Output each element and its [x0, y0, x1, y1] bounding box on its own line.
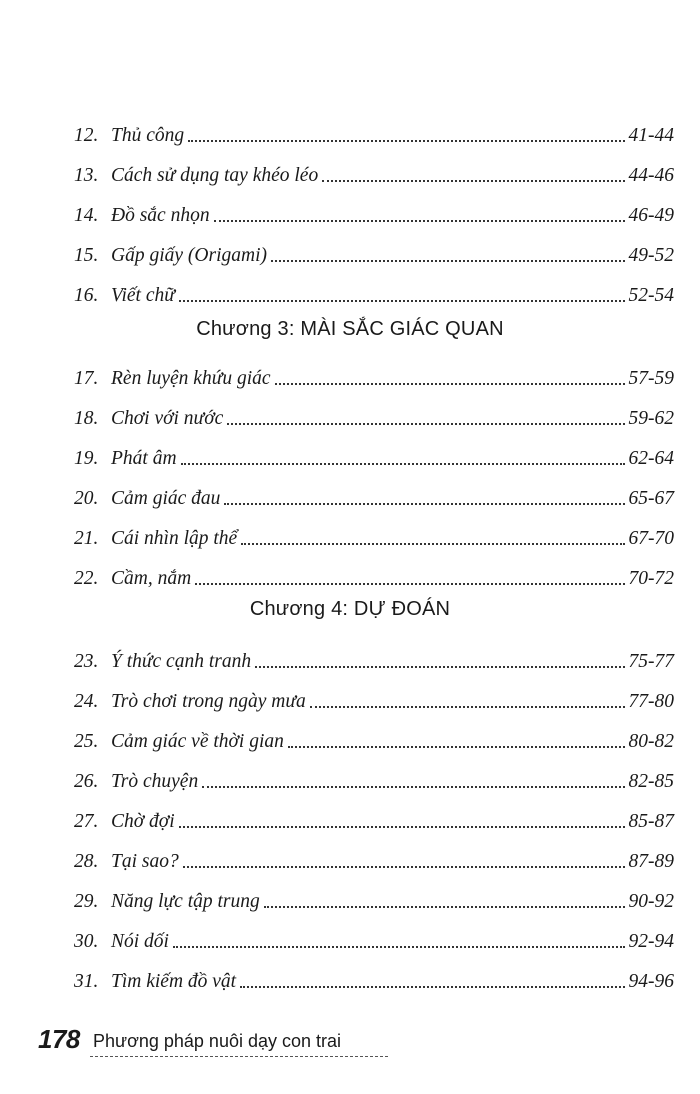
entry-pages: 70-72 — [628, 568, 674, 589]
entry-pages: 87-89 — [628, 851, 674, 872]
entry-pages: 49-52 — [628, 245, 674, 266]
entry-pages: 46-49 — [628, 205, 674, 226]
entry-title: Cầm, nắm — [111, 568, 192, 589]
entry-number: 19. — [74, 448, 99, 469]
entry-title: Thủ công — [111, 125, 185, 146]
entry-pages: 85-87 — [628, 811, 674, 832]
toc-entry — [74, 803, 674, 833]
toc-entry — [74, 277, 674, 307]
entry-number: 29. — [74, 891, 99, 912]
entry-number: 14. — [74, 205, 99, 226]
dot-leader — [322, 180, 624, 182]
entry-number: 17. — [74, 368, 99, 389]
entry-pages: 59-62 — [628, 408, 674, 429]
entry-title: Cảm giác về thời gian — [111, 731, 284, 752]
entry-title: Cái nhìn lập thể — [111, 528, 238, 549]
entry-pages: 75-77 — [628, 651, 674, 672]
entry-number: 23. — [74, 651, 99, 672]
entry-number: 28. — [74, 851, 99, 872]
entry-number: 15. — [74, 245, 99, 266]
dot-leader — [264, 906, 625, 908]
toc-entry — [74, 197, 674, 227]
entry-number: 18. — [74, 408, 99, 429]
entry-number: 27. — [74, 811, 99, 832]
toc-entry — [74, 643, 674, 673]
dot-leader — [288, 746, 625, 748]
chapter-heading: Chương 3: MÀI SẮC GIÁC QUAN — [196, 318, 504, 340]
entry-number: 12. — [74, 125, 99, 146]
toc-entry — [74, 117, 674, 147]
dot-leader — [214, 220, 625, 222]
toc-entry — [74, 520, 674, 550]
dot-leader — [255, 666, 624, 668]
dot-leader — [227, 423, 624, 425]
toc-entry — [74, 883, 674, 913]
toc-entry — [74, 237, 674, 267]
dot-leader — [183, 866, 625, 868]
toc-entry — [74, 723, 674, 753]
entry-title: Trò chuyện — [111, 771, 199, 792]
chapter-heading: Chương 4: DỰ ĐOÁN — [249, 598, 451, 620]
entry-pages: 41-44 — [628, 125, 674, 146]
entry-number: 20. — [74, 488, 99, 509]
toc-entry — [74, 560, 674, 590]
dot-leader — [195, 583, 624, 585]
entry-pages: 77-80 — [628, 691, 674, 712]
entry-title: Đồ sắc nhọn — [111, 205, 210, 226]
entry-title: Năng lực tập trung — [111, 891, 260, 912]
entry-number: 21. — [74, 528, 99, 549]
entry-pages: 92-94 — [628, 931, 674, 952]
entry-title: Viết chữ — [111, 285, 175, 306]
entry-title: Gấp giấy (Origami) — [111, 245, 267, 266]
dot-leader — [179, 826, 625, 828]
running-footer-title: Phương pháp nuôi dạy con trai — [93, 1031, 342, 1051]
entry-pages: 65-67 — [628, 488, 674, 509]
entry-title: Cách sử dụng tay khéo léo — [111, 165, 319, 186]
entry-pages: 90-92 — [628, 891, 674, 912]
entry-number: 13. — [74, 165, 99, 186]
dot-leader — [240, 986, 624, 988]
toc-entry — [74, 683, 674, 713]
entry-pages: 82-85 — [628, 771, 674, 792]
toc-entry — [74, 923, 674, 953]
entry-title: Nói dối — [111, 931, 169, 952]
entry-number: 31. — [74, 971, 99, 992]
toc-entry — [74, 440, 674, 470]
entry-title: Chờ đợi — [111, 811, 175, 832]
entry-pages: 80-82 — [628, 731, 674, 752]
entry-title: Tìm kiếm đồ vật — [111, 971, 237, 992]
dot-leader — [241, 543, 624, 545]
toc-entry — [74, 157, 674, 187]
entry-pages: 52-54 — [628, 285, 674, 306]
footer-dashed-rule — [90, 1056, 388, 1057]
page-number: 178 — [38, 1024, 80, 1054]
entry-title: Ý thức cạnh tranh — [111, 651, 252, 672]
entry-pages: 57-59 — [628, 368, 674, 389]
entry-pages: 44-46 — [628, 165, 674, 186]
dot-leader — [271, 260, 625, 262]
toc-entry — [74, 480, 674, 510]
entry-pages: 94-96 — [628, 971, 674, 992]
entry-title: Chơi với nước — [111, 408, 224, 429]
entry-number: 30. — [74, 931, 99, 952]
dot-leader — [310, 706, 625, 708]
entry-pages: 62-64 — [628, 448, 674, 469]
toc-entry — [74, 763, 674, 793]
entry-title: Tại sao? — [111, 851, 179, 872]
entry-number: 16. — [74, 285, 99, 306]
entry-title: Phát âm — [111, 448, 177, 469]
toc-entry — [74, 400, 674, 430]
dot-leader — [275, 383, 625, 385]
entry-number: 22. — [74, 568, 99, 589]
entry-title: Cảm giác đau — [111, 488, 221, 509]
dot-leader — [181, 463, 625, 465]
entry-title: Rèn luyện khứu giác — [111, 368, 271, 389]
dot-leader — [173, 946, 625, 948]
entry-pages: 67-70 — [628, 528, 674, 549]
entry-number: 25. — [74, 731, 99, 752]
entry-number: 26. — [74, 771, 99, 792]
dot-leader — [188, 140, 624, 142]
entry-number: 24. — [74, 691, 99, 712]
dot-leader — [179, 300, 625, 302]
toc-entry — [74, 360, 674, 390]
dot-leader — [224, 503, 624, 505]
dot-leader — [202, 786, 624, 788]
entry-title: Trò chơi trong ngày mưa — [111, 691, 306, 712]
toc-entry — [74, 843, 674, 873]
toc-entry — [74, 963, 674, 993]
